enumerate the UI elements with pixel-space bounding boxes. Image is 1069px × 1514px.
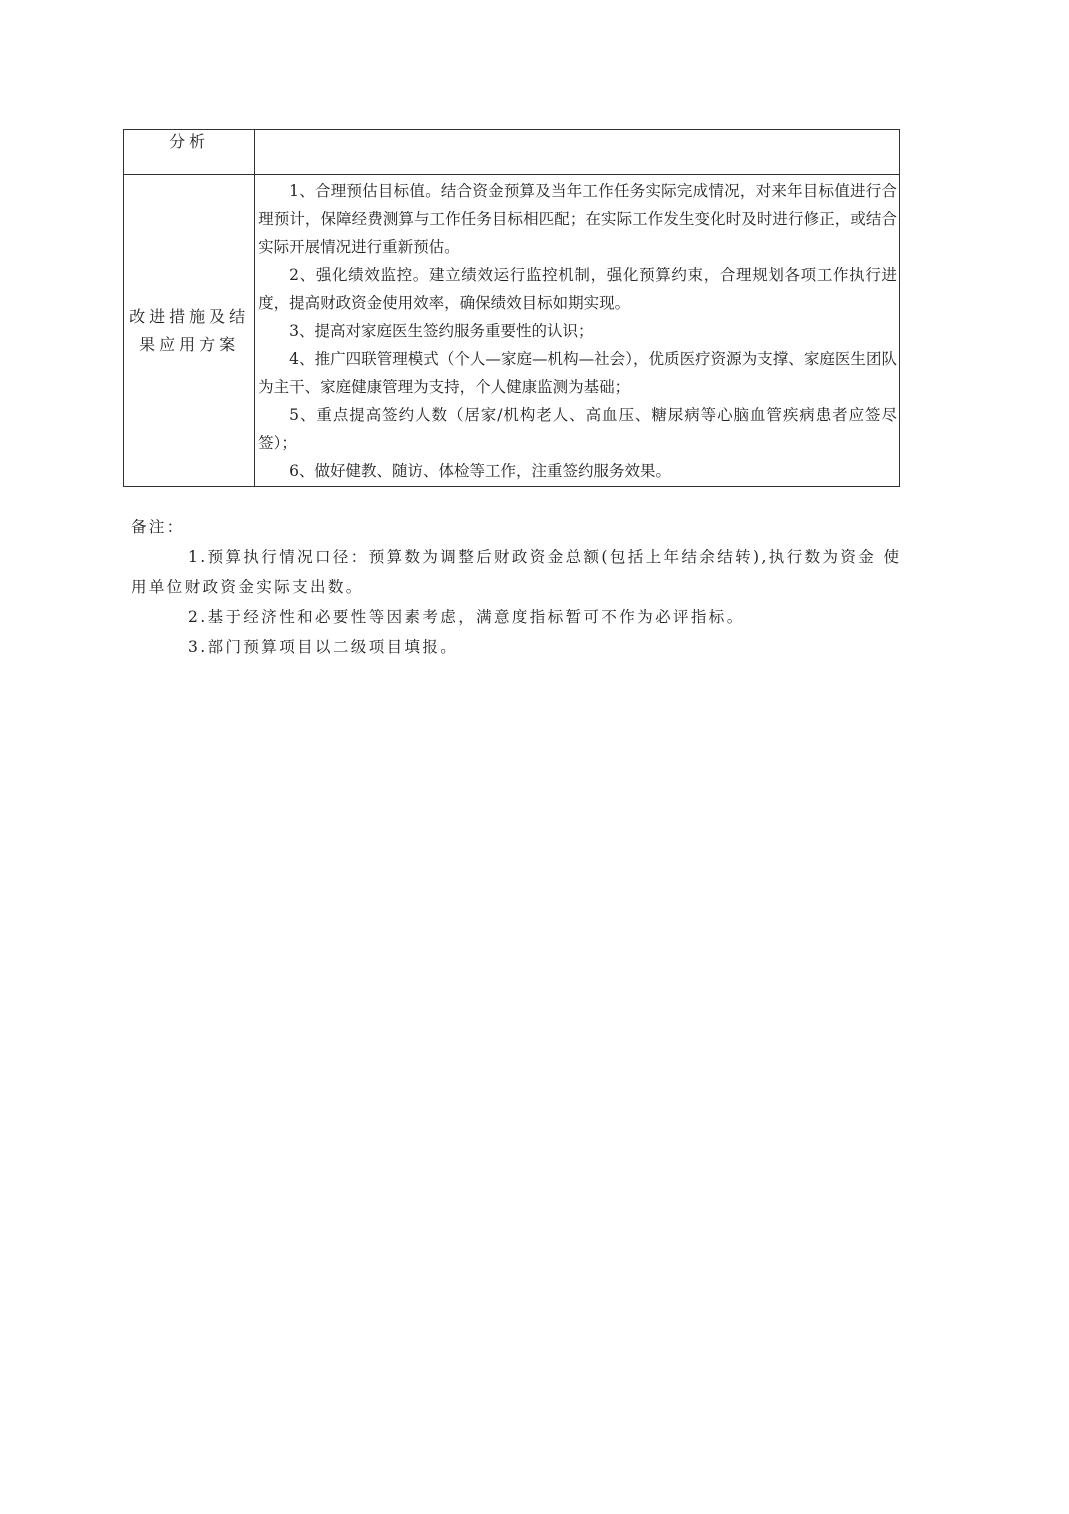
improvement-item-6: 6、做好健教、随访、体检等工作，注重签约服务效果。 bbox=[289, 462, 672, 480]
note-item-1: 1.预算执行情况口径：预算数为调整后财政资金总额(包括上年结余结转),执行数为资金 使用单位财政资金实际支出数。 bbox=[131, 548, 902, 596]
improvement-item-2: 2、强化绩效监控。建立绩效运行监控机制，强化预算约束，合理规划各项工作执行进度，提高财政资金使用效率，确保绩效目标如期实现。 bbox=[258, 266, 897, 312]
notes-title: 备注： bbox=[131, 518, 185, 536]
improvement-label: 改进措施及结果应用方案 bbox=[124, 175, 255, 487]
evaluation-table bbox=[123, 129, 900, 487]
analysis-content bbox=[255, 130, 900, 175]
improvement-content bbox=[255, 175, 900, 487]
improvement-item-4: 4、推广四联管理模式（个人—家庭—机构—社会），优质医疗资源为支撑、家庭医生团队为主干、家庭健康管理为支持，个人健康监测为基础； bbox=[258, 350, 897, 396]
note-item-3: 3.部门预算项目以二级项目填报。 bbox=[188, 638, 459, 656]
improvement-item-3: 3、提高对家庭医生签约服务重要性的认识； bbox=[289, 322, 594, 340]
improvement-item-1: 1、合理预估目标值。结合资金预算及当年工作任务实际完成情况，对来年目标值进行合理预计，保障经费测算与工作任务目标相匹配；在实际工作发生变化时及时进行修正，或结合实际开展情况进行重新预估。 bbox=[258, 182, 897, 256]
analysis-label: 分析 bbox=[124, 130, 255, 175]
notes-section bbox=[131, 512, 911, 662]
improvement-item-5: 5、重点提高签约人数（居家/机构老人、高血压、糖尿病等心脑血管疾病患者应签尽签）； bbox=[258, 406, 897, 452]
improvement-row bbox=[124, 175, 900, 487]
analysis-row bbox=[124, 130, 900, 175]
note-item-2: 2.基于经济性和必要性等因素考虑，满意度指标暂可不作为必评指标。 bbox=[188, 608, 745, 626]
